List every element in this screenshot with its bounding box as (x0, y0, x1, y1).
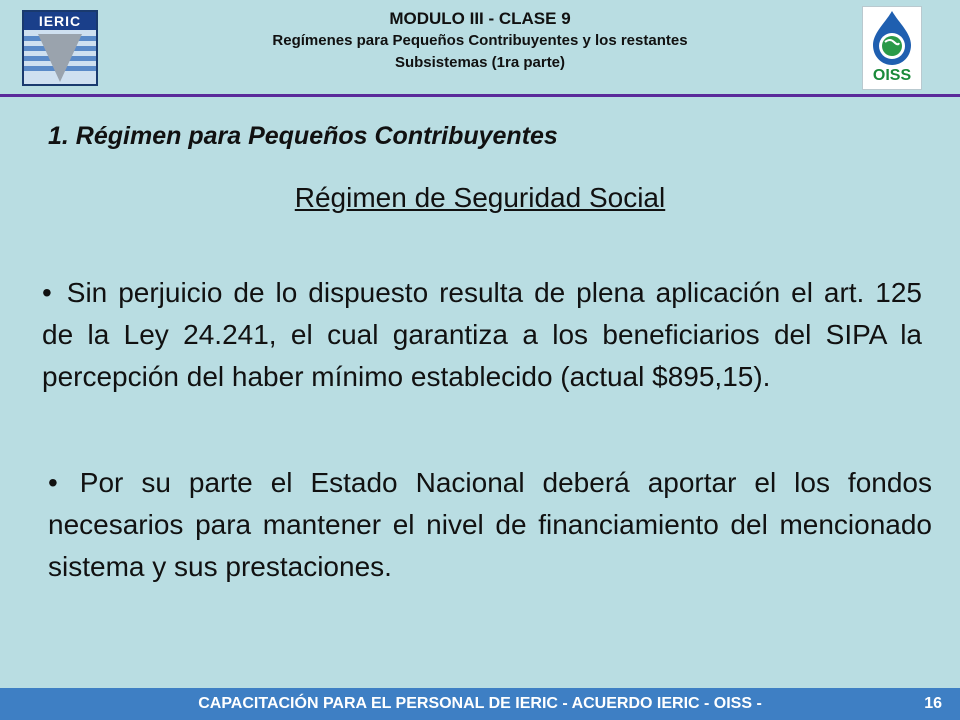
ieric-logo (22, 10, 98, 86)
module-title: MODULO III - CLASE 9 (389, 9, 571, 28)
page-number: 16 (924, 695, 942, 712)
header-divider (0, 94, 960, 97)
paragraph-2-text: Por su parte el Estado Nacional deberá aportar el los fondos necesarios para mantener el nivel de financiamiento del mencionado sistema y sus prestaciones. (48, 467, 933, 582)
slide-header (0, 0, 960, 96)
slide-footer (0, 688, 960, 720)
oiss-logo (862, 6, 922, 90)
bullet-icon: • (48, 467, 58, 498)
paragraph-1 (42, 272, 922, 398)
paragraph-2 (48, 462, 932, 588)
ieric-logo-mark-icon (24, 30, 96, 84)
section-heading: 1. Régimen para Pequeños Contribuyentes (48, 122, 558, 150)
bullet-icon: • (42, 277, 52, 308)
oiss-drop-globe-icon (863, 9, 921, 67)
ieric-logo-text: IERIC (24, 12, 96, 30)
footer-text: CAPACITACIÓN PARA EL PERSONAL DE IERIC - ACUERDO IERIC - OISS - (198, 695, 762, 712)
paragraph-1-text: Sin perjuicio de lo dispuesto resulta de plena aplicación el art. 125 de la Ley 24.241, el cual garantiza a los beneficiarios del SIPA la percepción del haber mínimo establecido (actual $895,15). (42, 277, 922, 392)
module-subtitle-line1: Regímenes para Pequeños Contribuyentes y los restantes (272, 32, 688, 49)
oiss-logo-text: OISS (872, 67, 912, 84)
module-subtitle-line2: Subsistemas (1ra parte) (394, 54, 566, 71)
slide-title (130, 8, 830, 74)
subheading: Régimen de Seguridad Social (294, 182, 666, 213)
